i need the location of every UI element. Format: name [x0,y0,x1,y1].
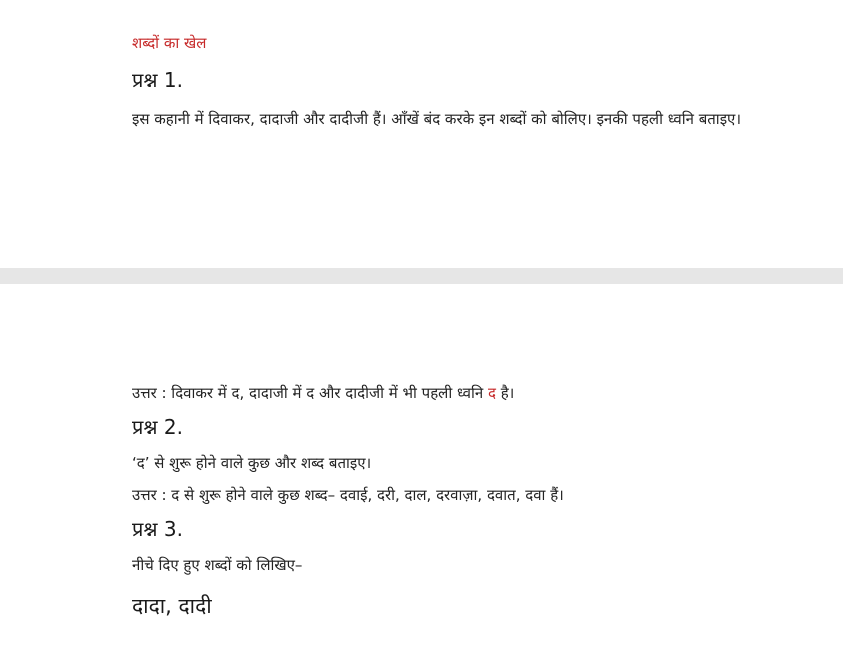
answer-2: उत्तर : द से शुरू होने वाले कुछ शब्द– दवाई, दरी, दाल, दरवाज़ा, दवात, दवा हैं। [132,486,564,504]
question-2-heading: प्रश्न 2. [132,415,183,439]
answer-1 [132,379,752,407]
question-2-text: ‘द’ से शुरू होने वाले कुछ और शब्द बताइए। [132,454,372,472]
page-1 [0,0,843,268]
page-2 [0,284,843,654]
question-1-heading: प्रश्न 1. [132,68,183,92]
page-1-content [132,30,752,136]
answer-1-suffix: है। [500,384,515,402]
chapter-title: शब्दों का खेल [132,34,207,52]
question-1-text: इस कहानी में दिवाकर, दादाजी और दादीजी हैं। आँखें बंद करके इन शब्दों को बोलिए। इनकी पहली ध्वनि बताइए। [132,110,742,128]
answer-1-highlight: द [487,384,496,402]
page-separator [0,268,843,284]
answer-1-prefix: उत्तर : दिवाकर में द, दादाजी में द और दादीजी में भी पहली ध्वनि [132,384,484,402]
question-3-heading: प्रश्न 3. [132,517,183,541]
question-3-words: दादा, दादी [132,594,212,618]
question-3-text: नीचे दिए हुए शब्दों को लिखिए– [132,556,303,574]
page-2-content [132,379,752,623]
